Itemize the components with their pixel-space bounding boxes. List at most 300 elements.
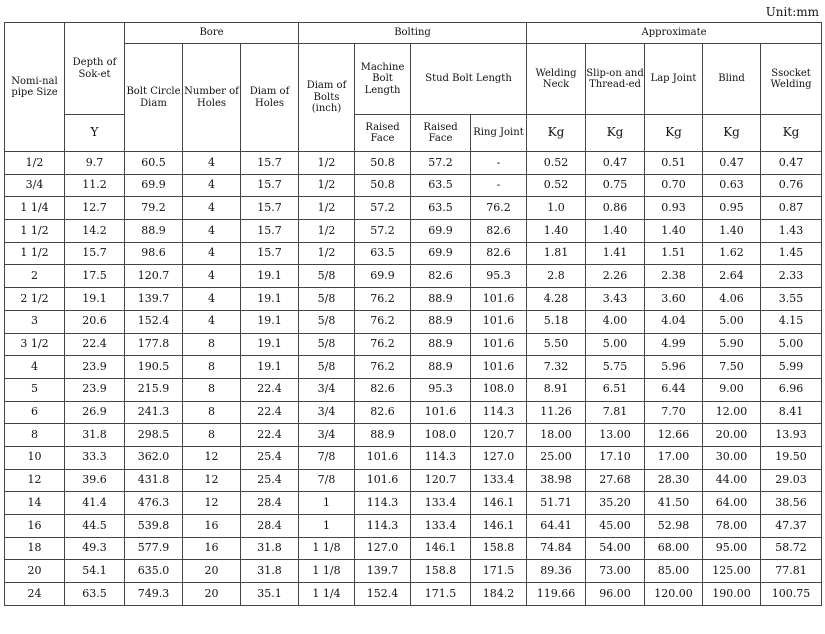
cell-stud-bolt-ring-joint: 146.1 — [471, 515, 527, 538]
cell-depth-socket: 20.6 — [65, 310, 125, 333]
cell-welding-neck-kg: 4.28 — [527, 288, 586, 311]
cell-blind-kg: 12.00 — [703, 401, 761, 424]
cell-lap-joint-kg: 120.00 — [645, 583, 703, 606]
cell-stud-bolt-raised-face: 88.9 — [411, 288, 471, 311]
cell-diam-of-holes: 19.1 — [241, 333, 299, 356]
table-row — [5, 378, 822, 401]
cell-socket-welding-kg: 29.03 — [761, 469, 822, 492]
cell-stud-bolt-raised-face: 114.3 — [411, 446, 471, 469]
cell-diam-of-holes: 19.1 — [241, 288, 299, 311]
cell-depth-socket: 41.4 — [65, 492, 125, 515]
cell-machine-bolt-raised-face: 57.2 — [355, 197, 411, 220]
cell-lap-joint-kg: 0.93 — [645, 197, 703, 220]
cell-number-of-holes: 20 — [183, 583, 241, 606]
header-stud-ring-joint: Ring Joint — [471, 115, 527, 152]
cell-lap-joint-kg: 0.51 — [645, 152, 703, 175]
cell-socket-welding-kg: 19.50 — [761, 446, 822, 469]
cell-machine-bolt-raised-face: 76.2 — [355, 356, 411, 379]
cell-bolt-circle-diam: 215.9 — [125, 378, 183, 401]
cell-depth-socket: 23.9 — [65, 378, 125, 401]
cell-depth-socket: 15.7 — [65, 242, 125, 265]
cell-diam-of-bolts: 5/8 — [299, 356, 355, 379]
cell-nominal-size: 2 1/2 — [5, 288, 65, 311]
cell-depth-socket: 63.5 — [65, 583, 125, 606]
cell-stud-bolt-ring-joint: 184.2 — [471, 583, 527, 606]
cell-lap-joint-kg: 17.00 — [645, 446, 703, 469]
cell-machine-bolt-raised-face: 50.8 — [355, 152, 411, 175]
cell-stud-bolt-ring-joint: 76.2 — [471, 197, 527, 220]
cell-welding-neck-kg: 5.18 — [527, 310, 586, 333]
cell-socket-welding-kg: 47.37 — [761, 515, 822, 538]
cell-lap-joint-kg: 1.40 — [645, 220, 703, 243]
cell-stud-bolt-raised-face: 95.3 — [411, 378, 471, 401]
table-row — [5, 424, 822, 447]
cell-stud-bolt-ring-joint: 120.7 — [471, 424, 527, 447]
cell-lap-joint-kg: 7.70 — [645, 401, 703, 424]
cell-socket-welding-kg: 2.33 — [761, 265, 822, 288]
table-row — [5, 265, 822, 288]
header-depth-socket: Depth of Sok-et — [65, 23, 125, 115]
cell-machine-bolt-raised-face: 152.4 — [355, 583, 411, 606]
cell-socket-welding-kg: 6.96 — [761, 378, 822, 401]
cell-welding-neck-kg: 5.50 — [527, 333, 586, 356]
cell-blind-kg: 0.95 — [703, 197, 761, 220]
cell-diam-of-bolts: 7/8 — [299, 446, 355, 469]
cell-number-of-holes: 20 — [183, 560, 241, 583]
cell-stud-bolt-raised-face: 158.8 — [411, 560, 471, 583]
cell-depth-socket: 39.6 — [65, 469, 125, 492]
cell-blind-kg: 5.00 — [703, 310, 761, 333]
header-stud-bolt: Stud Bolt Length — [411, 44, 527, 115]
cell-welding-neck-kg: 119.66 — [527, 583, 586, 606]
cell-bolt-circle-diam: 577.9 — [125, 537, 183, 560]
cell-nominal-size: 14 — [5, 492, 65, 515]
cell-blind-kg: 4.06 — [703, 288, 761, 311]
cell-socket-welding-kg: 58.72 — [761, 537, 822, 560]
cell-machine-bolt-raised-face: 101.6 — [355, 446, 411, 469]
cell-nominal-size: 1 1/2 — [5, 220, 65, 243]
cell-depth-socket: 49.3 — [65, 537, 125, 560]
cell-number-of-holes: 8 — [183, 424, 241, 447]
cell-slip-on-kg: 1.40 — [586, 220, 645, 243]
cell-machine-bolt-raised-face: 139.7 — [355, 560, 411, 583]
header-row-groups — [5, 23, 822, 44]
header-stud-raised-face: Raised Face — [411, 115, 471, 152]
cell-blind-kg: 2.64 — [703, 265, 761, 288]
cell-number-of-holes: 4 — [183, 310, 241, 333]
cell-nominal-size: 1 1/2 — [5, 242, 65, 265]
table-row — [5, 583, 822, 606]
table-row — [5, 197, 822, 220]
header-nominal-size: Nomi-nal pipe Size — [5, 23, 65, 152]
cell-welding-neck-kg: 74.84 — [527, 537, 586, 560]
cell-stud-bolt-ring-joint: 146.1 — [471, 492, 527, 515]
cell-diam-of-holes: 31.8 — [241, 560, 299, 583]
cell-diam-of-holes: 31.8 — [241, 537, 299, 560]
cell-diam-of-bolts: 1 — [299, 515, 355, 538]
cell-nominal-size: 20 — [5, 560, 65, 583]
flange-dimension-table — [4, 22, 822, 606]
cell-number-of-holes: 8 — [183, 333, 241, 356]
cell-socket-welding-kg: 3.55 — [761, 288, 822, 311]
header-machine-bolt: Machine Bolt Length — [355, 44, 411, 115]
cell-bolt-circle-diam: 69.9 — [125, 174, 183, 197]
cell-depth-socket: 17.5 — [65, 265, 125, 288]
cell-welding-neck-kg: 7.32 — [527, 356, 586, 379]
cell-blind-kg: 0.47 — [703, 152, 761, 175]
cell-stud-bolt-ring-joint: 101.6 — [471, 310, 527, 333]
cell-lap-joint-kg: 4.04 — [645, 310, 703, 333]
cell-welding-neck-kg: 11.26 — [527, 401, 586, 424]
cell-slip-on-kg: 0.75 — [586, 174, 645, 197]
cell-machine-bolt-raised-face: 76.2 — [355, 288, 411, 311]
cell-socket-welding-kg: 0.87 — [761, 197, 822, 220]
header-kg-socket-welding: Kg — [761, 115, 822, 152]
cell-blind-kg: 0.63 — [703, 174, 761, 197]
cell-depth-socket: 9.7 — [65, 152, 125, 175]
cell-welding-neck-kg: 38.98 — [527, 469, 586, 492]
cell-depth-socket: 54.1 — [65, 560, 125, 583]
table-row — [5, 152, 822, 175]
cell-number-of-holes: 12 — [183, 492, 241, 515]
cell-welding-neck-kg: 2.8 — [527, 265, 586, 288]
cell-machine-bolt-raised-face: 114.3 — [355, 515, 411, 538]
cell-lap-joint-kg: 5.96 — [645, 356, 703, 379]
cell-machine-bolt-raised-face: 82.6 — [355, 401, 411, 424]
cell-nominal-size: 4 — [5, 356, 65, 379]
table-body — [5, 152, 822, 606]
cell-welding-neck-kg: 1.0 — [527, 197, 586, 220]
cell-number-of-holes: 4 — [183, 265, 241, 288]
cell-welding-neck-kg: 1.81 — [527, 242, 586, 265]
cell-diam-of-holes: 15.7 — [241, 197, 299, 220]
header-row-columns — [5, 44, 822, 115]
table-row — [5, 242, 822, 265]
cell-nominal-size: 24 — [5, 583, 65, 606]
cell-blind-kg: 20.00 — [703, 424, 761, 447]
cell-bolt-circle-diam: 476.3 — [125, 492, 183, 515]
header-welding-neck: Welding Neck — [527, 44, 586, 115]
cell-diam-of-holes: 19.1 — [241, 356, 299, 379]
cell-blind-kg: 1.62 — [703, 242, 761, 265]
cell-number-of-holes: 12 — [183, 446, 241, 469]
cell-welding-neck-kg: 51.71 — [527, 492, 586, 515]
cell-socket-welding-kg: 8.41 — [761, 401, 822, 424]
table-row — [5, 220, 822, 243]
cell-stud-bolt-ring-joint: 108.0 — [471, 378, 527, 401]
cell-welding-neck-kg: 0.52 — [527, 174, 586, 197]
cell-diam-of-holes: 28.4 — [241, 492, 299, 515]
cell-blind-kg: 190.00 — [703, 583, 761, 606]
header-kg-slip-on: Kg — [586, 115, 645, 152]
header-approximate: Approximate — [527, 23, 822, 44]
cell-slip-on-kg: 35.20 — [586, 492, 645, 515]
table-row — [5, 310, 822, 333]
cell-diam-of-bolts: 1 1/8 — [299, 537, 355, 560]
cell-bolt-circle-diam: 362.0 — [125, 446, 183, 469]
cell-stud-bolt-raised-face: 133.4 — [411, 515, 471, 538]
cell-diam-of-bolts: 1 — [299, 492, 355, 515]
cell-blind-kg: 1.40 — [703, 220, 761, 243]
cell-blind-kg: 95.00 — [703, 537, 761, 560]
table-row — [5, 356, 822, 379]
cell-slip-on-kg: 0.86 — [586, 197, 645, 220]
cell-stud-bolt-raised-face: 63.5 — [411, 197, 471, 220]
cell-stud-bolt-raised-face: 69.9 — [411, 242, 471, 265]
cell-stud-bolt-ring-joint: 127.0 — [471, 446, 527, 469]
cell-stud-bolt-ring-joint: 101.6 — [471, 288, 527, 311]
cell-lap-joint-kg: 2.38 — [645, 265, 703, 288]
cell-diam-of-bolts: 1/2 — [299, 152, 355, 175]
cell-lap-joint-kg: 3.60 — [645, 288, 703, 311]
header-slip-on: Slip-on and Thread-ed — [586, 44, 645, 115]
cell-number-of-holes: 4 — [183, 242, 241, 265]
cell-diam-of-bolts: 5/8 — [299, 265, 355, 288]
header-socket-welding: Ssocket Welding — [761, 44, 822, 115]
cell-bolt-circle-diam: 539.8 — [125, 515, 183, 538]
cell-welding-neck-kg: 89.36 — [527, 560, 586, 583]
table-row — [5, 537, 822, 560]
cell-slip-on-kg: 5.75 — [586, 356, 645, 379]
cell-depth-socket: 12.7 — [65, 197, 125, 220]
cell-depth-socket: 19.1 — [65, 288, 125, 311]
cell-machine-bolt-raised-face: 57.2 — [355, 220, 411, 243]
cell-stud-bolt-raised-face: 146.1 — [411, 537, 471, 560]
header-bolting: Bolting — [299, 23, 527, 44]
cell-machine-bolt-raised-face: 76.2 — [355, 333, 411, 356]
cell-nominal-size: 3 — [5, 310, 65, 333]
cell-blind-kg: 44.00 — [703, 469, 761, 492]
cell-diam-of-bolts: 1/2 — [299, 242, 355, 265]
table-row — [5, 515, 822, 538]
cell-nominal-size: 5 — [5, 378, 65, 401]
cell-stud-bolt-raised-face: 101.6 — [411, 401, 471, 424]
cell-stud-bolt-ring-joint: 82.6 — [471, 220, 527, 243]
cell-number-of-holes: 12 — [183, 469, 241, 492]
header-bolt-circle: Bolt Circle Diam — [125, 44, 183, 152]
cell-bolt-circle-diam: 88.9 — [125, 220, 183, 243]
cell-machine-bolt-raised-face: 63.5 — [355, 242, 411, 265]
cell-slip-on-kg: 45.00 — [586, 515, 645, 538]
table-row — [5, 333, 822, 356]
cell-diam-of-holes: 25.4 — [241, 446, 299, 469]
cell-socket-welding-kg: 100.75 — [761, 583, 822, 606]
table-row — [5, 469, 822, 492]
cell-stud-bolt-raised-face: 88.9 — [411, 356, 471, 379]
cell-slip-on-kg: 17.10 — [586, 446, 645, 469]
cell-depth-socket: 14.2 — [65, 220, 125, 243]
cell-slip-on-kg: 3.43 — [586, 288, 645, 311]
cell-socket-welding-kg: 0.76 — [761, 174, 822, 197]
cell-slip-on-kg: 1.41 — [586, 242, 645, 265]
cell-stud-bolt-ring-joint: 101.6 — [471, 333, 527, 356]
cell-slip-on-kg: 2.26 — [586, 265, 645, 288]
header-kg-welding-neck: Kg — [527, 115, 586, 152]
cell-diam-of-bolts: 1/2 — [299, 174, 355, 197]
cell-machine-bolt-raised-face: 127.0 — [355, 537, 411, 560]
cell-depth-socket: 26.9 — [65, 401, 125, 424]
cell-depth-socket: 23.9 — [65, 356, 125, 379]
cell-welding-neck-kg: 8.91 — [527, 378, 586, 401]
cell-machine-bolt-raised-face: 50.8 — [355, 174, 411, 197]
cell-depth-socket: 11.2 — [65, 174, 125, 197]
header-depth-unit: Y — [65, 115, 125, 152]
cell-blind-kg: 5.90 — [703, 333, 761, 356]
cell-diam-of-bolts: 3/4 — [299, 424, 355, 447]
cell-socket-welding-kg: 1.43 — [761, 220, 822, 243]
unit-label: Unit:mm — [765, 5, 819, 19]
cell-slip-on-kg: 4.00 — [586, 310, 645, 333]
cell-bolt-circle-diam: 431.8 — [125, 469, 183, 492]
cell-number-of-holes: 8 — [183, 356, 241, 379]
cell-diam-of-holes: 15.7 — [241, 220, 299, 243]
cell-stud-bolt-raised-face: 133.4 — [411, 492, 471, 515]
cell-nominal-size: 3 1/2 — [5, 333, 65, 356]
table-row — [5, 492, 822, 515]
cell-bolt-circle-diam: 298.5 — [125, 424, 183, 447]
cell-bolt-circle-diam: 79.2 — [125, 197, 183, 220]
cell-nominal-size: 8 — [5, 424, 65, 447]
cell-stud-bolt-raised-face: 171.5 — [411, 583, 471, 606]
cell-slip-on-kg: 6.51 — [586, 378, 645, 401]
cell-diam-of-bolts: 7/8 — [299, 469, 355, 492]
cell-bolt-circle-diam: 152.4 — [125, 310, 183, 333]
cell-diam-of-holes: 15.7 — [241, 152, 299, 175]
cell-stud-bolt-raised-face: 82.6 — [411, 265, 471, 288]
cell-number-of-holes: 4 — [183, 220, 241, 243]
cell-diam-of-bolts: 5/8 — [299, 288, 355, 311]
header-machine-raised-face: Raised Face — [355, 115, 411, 152]
cell-nominal-size: 3/4 — [5, 174, 65, 197]
cell-lap-joint-kg: 41.50 — [645, 492, 703, 515]
cell-stud-bolt-ring-joint: 158.8 — [471, 537, 527, 560]
cell-blind-kg: 7.50 — [703, 356, 761, 379]
header-number-holes: Number of Holes — [183, 44, 241, 152]
cell-blind-kg: 78.00 — [703, 515, 761, 538]
cell-blind-kg: 9.00 — [703, 378, 761, 401]
cell-machine-bolt-raised-face: 76.2 — [355, 310, 411, 333]
cell-stud-bolt-ring-joint: 101.6 — [471, 356, 527, 379]
cell-number-of-holes: 16 — [183, 515, 241, 538]
cell-socket-welding-kg: 5.99 — [761, 356, 822, 379]
table-row — [5, 401, 822, 424]
cell-bolt-circle-diam: 98.6 — [125, 242, 183, 265]
header-diam-holes: Diam of Holes — [241, 44, 299, 152]
cell-welding-neck-kg: 25.00 — [527, 446, 586, 469]
cell-number-of-holes: 4 — [183, 174, 241, 197]
header-lap-joint: Lap Joint — [645, 44, 703, 115]
cell-diam-of-bolts: 5/8 — [299, 310, 355, 333]
header-kg-lap-joint: Kg — [645, 115, 703, 152]
cell-stud-bolt-ring-joint: 171.5 — [471, 560, 527, 583]
cell-stud-bolt-raised-face: 88.9 — [411, 333, 471, 356]
cell-nominal-size: 1/2 — [5, 152, 65, 175]
cell-slip-on-kg: 5.00 — [586, 333, 645, 356]
cell-diam-of-holes: 15.7 — [241, 174, 299, 197]
cell-nominal-size: 1 1/4 — [5, 197, 65, 220]
cell-diam-of-holes: 28.4 — [241, 515, 299, 538]
cell-diam-of-bolts: 3/4 — [299, 401, 355, 424]
cell-stud-bolt-ring-joint: - — [471, 152, 527, 175]
cell-socket-welding-kg: 77.81 — [761, 560, 822, 583]
cell-lap-joint-kg: 4.99 — [645, 333, 703, 356]
cell-diam-of-holes: 15.7 — [241, 242, 299, 265]
cell-number-of-holes: 4 — [183, 288, 241, 311]
cell-diam-of-bolts: 5/8 — [299, 333, 355, 356]
cell-bolt-circle-diam: 635.0 — [125, 560, 183, 583]
cell-number-of-holes: 8 — [183, 401, 241, 424]
cell-bolt-circle-diam: 749.3 — [125, 583, 183, 606]
cell-nominal-size: 16 — [5, 515, 65, 538]
cell-diam-of-bolts: 1/2 — [299, 220, 355, 243]
cell-stud-bolt-raised-face: 63.5 — [411, 174, 471, 197]
cell-welding-neck-kg: 0.52 — [527, 152, 586, 175]
cell-slip-on-kg: 7.81 — [586, 401, 645, 424]
cell-lap-joint-kg: 85.00 — [645, 560, 703, 583]
table-row — [5, 560, 822, 583]
cell-diam-of-holes: 25.4 — [241, 469, 299, 492]
cell-slip-on-kg: 73.00 — [586, 560, 645, 583]
cell-bolt-circle-diam: 177.8 — [125, 333, 183, 356]
cell-stud-bolt-raised-face: 108.0 — [411, 424, 471, 447]
cell-diam-of-bolts: 3/4 — [299, 378, 355, 401]
cell-depth-socket: 31.8 — [65, 424, 125, 447]
cell-stud-bolt-ring-joint: 95.3 — [471, 265, 527, 288]
cell-socket-welding-kg: 5.00 — [761, 333, 822, 356]
cell-stud-bolt-ring-joint: 82.6 — [471, 242, 527, 265]
cell-nominal-size: 18 — [5, 537, 65, 560]
cell-blind-kg: 64.00 — [703, 492, 761, 515]
cell-lap-joint-kg: 1.51 — [645, 242, 703, 265]
cell-bolt-circle-diam: 60.5 — [125, 152, 183, 175]
cell-stud-bolt-ring-joint: 133.4 — [471, 469, 527, 492]
cell-lap-joint-kg: 68.00 — [645, 537, 703, 560]
cell-bolt-circle-diam: 241.3 — [125, 401, 183, 424]
cell-stud-bolt-raised-face: 88.9 — [411, 310, 471, 333]
cell-bolt-circle-diam: 190.5 — [125, 356, 183, 379]
cell-number-of-holes: 16 — [183, 537, 241, 560]
cell-lap-joint-kg: 52.98 — [645, 515, 703, 538]
cell-nominal-size: 10 — [5, 446, 65, 469]
cell-diam-of-holes: 19.1 — [241, 265, 299, 288]
cell-machine-bolt-raised-face: 101.6 — [355, 469, 411, 492]
cell-nominal-size: 6 — [5, 401, 65, 424]
cell-lap-joint-kg: 12.66 — [645, 424, 703, 447]
cell-nominal-size: 12 — [5, 469, 65, 492]
cell-slip-on-kg: 27.68 — [586, 469, 645, 492]
cell-stud-bolt-raised-face: 69.9 — [411, 220, 471, 243]
cell-welding-neck-kg: 1.40 — [527, 220, 586, 243]
cell-depth-socket: 33.3 — [65, 446, 125, 469]
cell-diam-of-bolts: 1 1/8 — [299, 560, 355, 583]
cell-blind-kg: 30.00 — [703, 446, 761, 469]
cell-lap-joint-kg: 28.30 — [645, 469, 703, 492]
cell-slip-on-kg: 0.47 — [586, 152, 645, 175]
cell-socket-welding-kg: 1.45 — [761, 242, 822, 265]
cell-slip-on-kg: 54.00 — [586, 537, 645, 560]
cell-machine-bolt-raised-face: 69.9 — [355, 265, 411, 288]
table-row — [5, 288, 822, 311]
cell-depth-socket: 22.4 — [65, 333, 125, 356]
cell-socket-welding-kg: 4.15 — [761, 310, 822, 333]
header-blind: Blind — [703, 44, 761, 115]
table-row — [5, 446, 822, 469]
cell-blind-kg: 125.00 — [703, 560, 761, 583]
cell-number-of-holes: 8 — [183, 378, 241, 401]
cell-depth-socket: 44.5 — [65, 515, 125, 538]
cell-machine-bolt-raised-face: 88.9 — [355, 424, 411, 447]
cell-diam-of-holes: 35.1 — [241, 583, 299, 606]
